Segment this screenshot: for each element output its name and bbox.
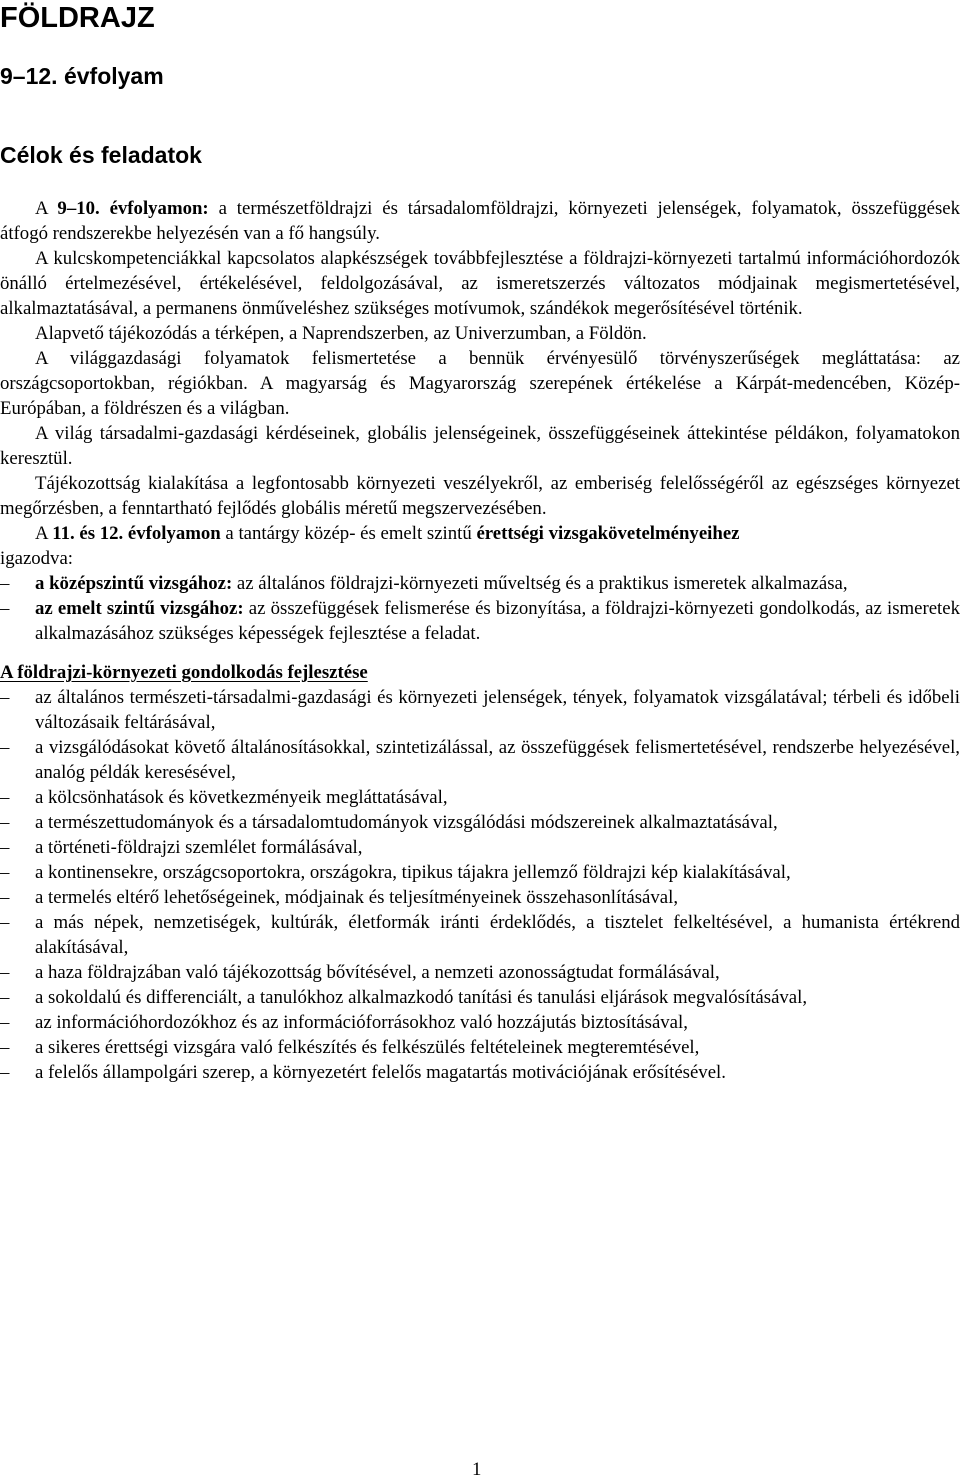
intro-paragraph-6: Tájékozottság kialakítása a legfontosabb környezeti veszélyekről, az emberiség felelősségéről az egészséges környezet megőrzésben, a fenntartható fejlődés globális méretű megszervezésében. bbox=[0, 473, 960, 519]
thinking-section-title: A földrajzi-környezeti gondolkodás fejlesztése bbox=[0, 662, 368, 683]
list-item: – az emelt szintű vizsgához: az összefüggések felismerése és bizonyítása, a földrajzi-környezeti gondolkodás, az ismeretek alkalmazásához szükséges képességek fejlesztése a feladat. bbox=[0, 598, 960, 644]
list-item: – a vizsgálódásokat követő általánosításokkal, szintetizálással, az összefüggések felismertetésével, rendszerbe helyezésével, analóg példák keresésével, bbox=[0, 737, 960, 783]
dash-bullet: – bbox=[0, 837, 10, 858]
list-item: – a kölcsönhatások és következményeik megláttatásával, bbox=[0, 787, 448, 808]
dash-bullet: – bbox=[0, 862, 10, 883]
list-item: – a haza földrajzában való tájékozottság bővítésével, a nemzeti azonosságtudat formálásával, bbox=[0, 962, 720, 983]
dash-bullet: – bbox=[0, 1037, 10, 1058]
dash-bullet: – bbox=[0, 962, 10, 983]
dash-bullet: – bbox=[0, 737, 10, 758]
grade-9-10-label: 9–10. évfolyamon: bbox=[57, 198, 209, 219]
list-item: – a természettudományok és a társadalomtudományok vizsgálódási módszereinek alkalmaztatásával, bbox=[0, 812, 778, 833]
dash-bullet: – bbox=[0, 812, 10, 833]
list-item: – a sikeres érettségi vizsgára való felkészítés és felkészülés feltételeinek megteremtésével, bbox=[0, 1037, 700, 1058]
document-title: FÖLDRAJZ bbox=[0, 2, 155, 34]
list-item: – a kontinensekre, országcsoportokra, országokra, tipikus tájakra jellemző földrajzi kép kialakításával, bbox=[0, 862, 791, 883]
intro-paragraph-5: A világ társadalmi-gazdasági kérdéseinek, globális jelenségeinek, összefüggéseinek áttekintése példákon, folyamatokon keresztül. bbox=[0, 423, 960, 469]
dash-bullet: – bbox=[0, 787, 10, 808]
exam-requirements-label: érettségi vizsgakövetelményeihez bbox=[476, 523, 740, 544]
dash-bullet: – bbox=[0, 1062, 10, 1083]
exam-level-list bbox=[0, 571, 960, 646]
goals-heading: Célok és feladatok bbox=[0, 142, 202, 168]
grade-range-heading: 9–12. évfolyam bbox=[0, 63, 164, 89]
dash-bullet: – bbox=[0, 887, 10, 908]
dash-bullet: – bbox=[0, 912, 10, 933]
list-item: – a más népek, nemzetiségek, kultúrák, életformák iránti érdeklődés, a tisztelet felkeltésével, a humanista értékrend alakításával, bbox=[0, 912, 960, 958]
list-item: – a középszintű vizsgához: az általános földrajzi-környezeti műveltség és a praktikus ismeretek alkalmazása, bbox=[0, 573, 848, 594]
list-item: – az információhordozókhoz és az információforrásokhoz való hozzájutás biztosításával, bbox=[0, 1012, 688, 1033]
dash-bullet: – bbox=[0, 598, 10, 619]
document-body bbox=[0, 196, 960, 1085]
dash-bullet: – bbox=[0, 573, 10, 594]
intro-paragraph-7-continuation: igazodva: bbox=[0, 548, 74, 569]
dash-bullet: – bbox=[0, 687, 10, 708]
intro-paragraph-7: A 11. és 12. évfolyamon a tantárgy közép- és emelt szintű érettségi vizsgakövetelményeihez bbox=[35, 523, 740, 544]
dash-bullet: – bbox=[0, 987, 10, 1008]
list-item: – a termelés eltérő lehetőségeinek, módjainak és teljesítményeinek összehasonlításával, bbox=[0, 887, 679, 908]
list-item: – a történeti-földrajzi szemlélet formálásával, bbox=[0, 837, 363, 858]
list-item: – a felelős állampolgári szerep, a környezetért felelős magatartás motivációjának erősítésével. bbox=[0, 1062, 726, 1083]
thinking-section-list bbox=[0, 685, 960, 1085]
intro-paragraph-3: Alapvető tájékozódás a térképen, a Naprendszerben, az Univerzumban, a Földön. bbox=[35, 323, 647, 344]
dash-bullet: – bbox=[0, 1012, 10, 1033]
list-item: – az általános természeti-társadalmi-gazdasági és környezeti jelenségek, tények, folyamatok vizsgálatával; térbeli és időbeli változásaik feltárásával, bbox=[0, 687, 960, 733]
grade-11-12-label: 11. és 12. évfolyamon bbox=[52, 523, 221, 544]
intro-paragraph-2: A kulcskompetenciákkal kapcsolatos alapkészségek továbbfejlesztése a földrajzi-környezeti tartalmú információhordozók önálló értelmezésével, értékelésével, feldolgozásával, az ismeretszerzés változatos módjainak megismertetésével, alkalmaztatásával, a permanens önműveléshez szükséges motívumok, szándékok megerősítésével történik. bbox=[0, 248, 960, 319]
intro-paragraph-1: A 9–10. évfolyamon: a természetföldrajzi és társadalomföldrajzi, környezeti jelenségek, folyamatok, összefüggések átfogó rendszerekbe helyezésén van a fő hangsúly. bbox=[0, 198, 960, 244]
list-item: – a sokoldalú és differenciált, a tanulókhoz alkalmazkodó tanítási és tanulási eljárások megvalósításával, bbox=[0, 987, 808, 1008]
page-number: 1 bbox=[472, 1459, 482, 1480]
intro-paragraph-4: A világgazdasági folyamatok felismertetése a bennük érvényesülő törvényszerűségek megláttatása: az országcsoportokban, régiókban. A magyarság és Magyarország szerepének értékelése a Kárpát-medencében, Közép-Európában, a földrészen és a világban. bbox=[0, 348, 960, 419]
